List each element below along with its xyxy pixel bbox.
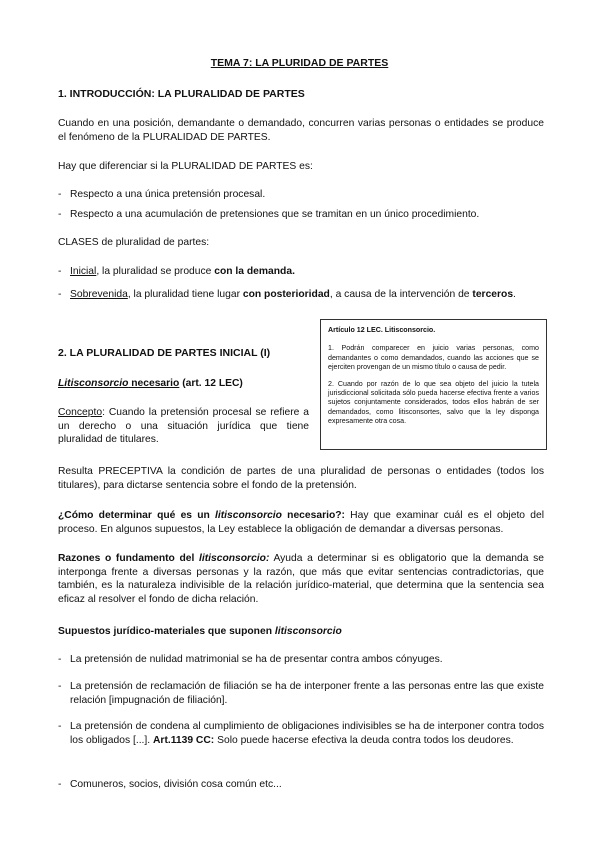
text: necesario — [128, 378, 180, 389]
preceptiva-paragraph: Resulta PRECEPTIVA la condición de partes de una pluralidad de personas o entidades (todos los titulares), para dictarse sentencia sobre el fondo de la pretensión. — [58, 466, 544, 491]
text: . — [513, 289, 516, 300]
emphasis-italic: litisconsorcio — [274, 626, 342, 637]
text: , la pluralidad tiene lugar — [127, 289, 243, 300]
emphasis-italic: litisconsorcio — [215, 510, 282, 521]
list-item-text — [58, 720, 544, 747]
list-item — [58, 653, 544, 667]
emphasis: Art.1139 CC: — [153, 734, 215, 746]
bullet-dash: - — [58, 681, 62, 692]
section-1-heading: 1. INTRODUCCIÓN: LA PLURALIDAD DE PARTES — [58, 88, 305, 100]
section-2-heading: 2. LA PLURALIDAD DE PARTES INICIAL (I) — [58, 347, 271, 359]
concepto-paragraph — [58, 406, 309, 447]
list-item-text: Respecto a una única pretensión procesal. — [70, 189, 266, 200]
emphasis: necesario?: — [281, 510, 345, 521]
term: Inicial — [70, 266, 97, 277]
list-item-text — [58, 265, 544, 279]
classes-label: CLASES de pluralidad de partes: — [58, 237, 210, 248]
list-item — [58, 778, 544, 792]
litisconsorcio-subheading — [58, 378, 243, 389]
list-item — [58, 208, 544, 222]
list-item — [58, 188, 544, 202]
text: : Cuando la pretensión procesal se refiere a un derecho o una situación jurídica que tiene pluralidad de titulares. — [58, 407, 309, 446]
text: Ayuda a determinar si es obligatorio que la demanda se interponga frente a diversas personas y la razón, que más que evitar sentencias contradictorias, que también, es la naturaleza indivisible de la relación jurídico-material, que determina que la sentencia sea eficaz al resolver el fondo de dicha relación. — [58, 553, 545, 605]
sidebox-paragraph-2: 2. Cuando por razón de lo que sea objeto del juicio la tutela jurisdiccional solicitada sólo pueda hacerse efectiva frente a varios sujetos conjuntamente considerados, todos ellos habrán de ser demandados, como litisconsortes, salvo que la ley disponga expresamente otra cosa. — [328, 379, 539, 426]
supuestos-heading — [58, 625, 342, 639]
razones-paragraph — [58, 552, 544, 606]
section-1-intro: Cuando en una posición, demandante o demandado, concurren varias personas o entidades se produce el fenómeno de la PLURALIDAD DE PARTES. — [58, 118, 544, 143]
emphasis: con posterioridad — [242, 289, 330, 300]
list-item-text: Respecto a una acumulación de pretensiones que se tramitan en un único procedimiento. — [70, 209, 480, 220]
list-item-text: Comuneros, socios, división cosa común etc... — [70, 779, 282, 790]
list-item — [58, 720, 544, 747]
bullet-dash: - — [58, 189, 62, 200]
bullet-dash: - — [58, 654, 62, 665]
list-item — [58, 288, 544, 302]
emphasis: Razones o fundamento del — [58, 553, 199, 564]
article-sidebox — [320, 319, 547, 450]
list-item-text — [58, 288, 544, 302]
term: Sobrevenida — [70, 289, 128, 300]
list-item-text: La pretensión de reclamación de filiación se ha de interponer frente a las personas entre las que existe relación [impugnación de filiación]. — [70, 681, 544, 706]
emphasis: con la demanda. — [214, 266, 295, 277]
label: Concepto — [58, 407, 103, 418]
list-item — [58, 680, 544, 707]
bullet-dash: - — [58, 779, 62, 790]
reference: (art. 12 LEC) — [179, 378, 243, 389]
text: , a causa de la intervención de — [329, 289, 473, 300]
term: Litisconsorcio — [58, 378, 129, 389]
sidebox-title: Artículo 12 LEC. Litisconsorcio. — [328, 326, 436, 334]
bullet-dash: - — [58, 721, 62, 732]
bullet-dash: - — [58, 209, 62, 220]
list-item-text: La pretensión de nulidad matrimonial se ha de presentar contra ambos cónyuges. — [70, 654, 443, 665]
emphasis-italic: litisconsorcio: — [199, 553, 270, 564]
determinar-paragraph — [58, 509, 544, 536]
text: La pretensión de condena al cumplimiento de obligaciones indivisibles se ha de interponer contra todos los obligados [...]. — [70, 721, 544, 746]
list-item — [58, 265, 544, 279]
text: Hay que examinar cuál es el objeto del proceso. En algunos supuestos, la Ley establece la obligación de demandar a diversas personas. — [58, 510, 544, 535]
text: Solo puede hacerse efectiva la deuda contra todos los deudores. — [214, 734, 514, 746]
emphasis: ¿Cómo determinar qué es un — [58, 510, 216, 521]
emphasis: Supuestos jurídico-materiales que suponen — [58, 626, 275, 637]
bullet-dash: - — [58, 289, 62, 300]
emphasis: terceros — [472, 289, 514, 300]
text: , la pluralidad se produce — [96, 266, 215, 277]
bullet-dash: - — [58, 266, 62, 277]
section-1-diff: Hay que diferenciar si la PLURALIDAD DE PARTES es: — [58, 161, 313, 172]
sidebox-paragraph-1: 1. Podrán comparecer en juicio varias personas, como demandantes o como demandados, cuando las acciones que se ejerciten provengan de un mismo título o causa de pedir. — [328, 344, 539, 372]
page-title: TEMA 7: LA PLURIDAD DE PARTES — [210, 57, 389, 69]
